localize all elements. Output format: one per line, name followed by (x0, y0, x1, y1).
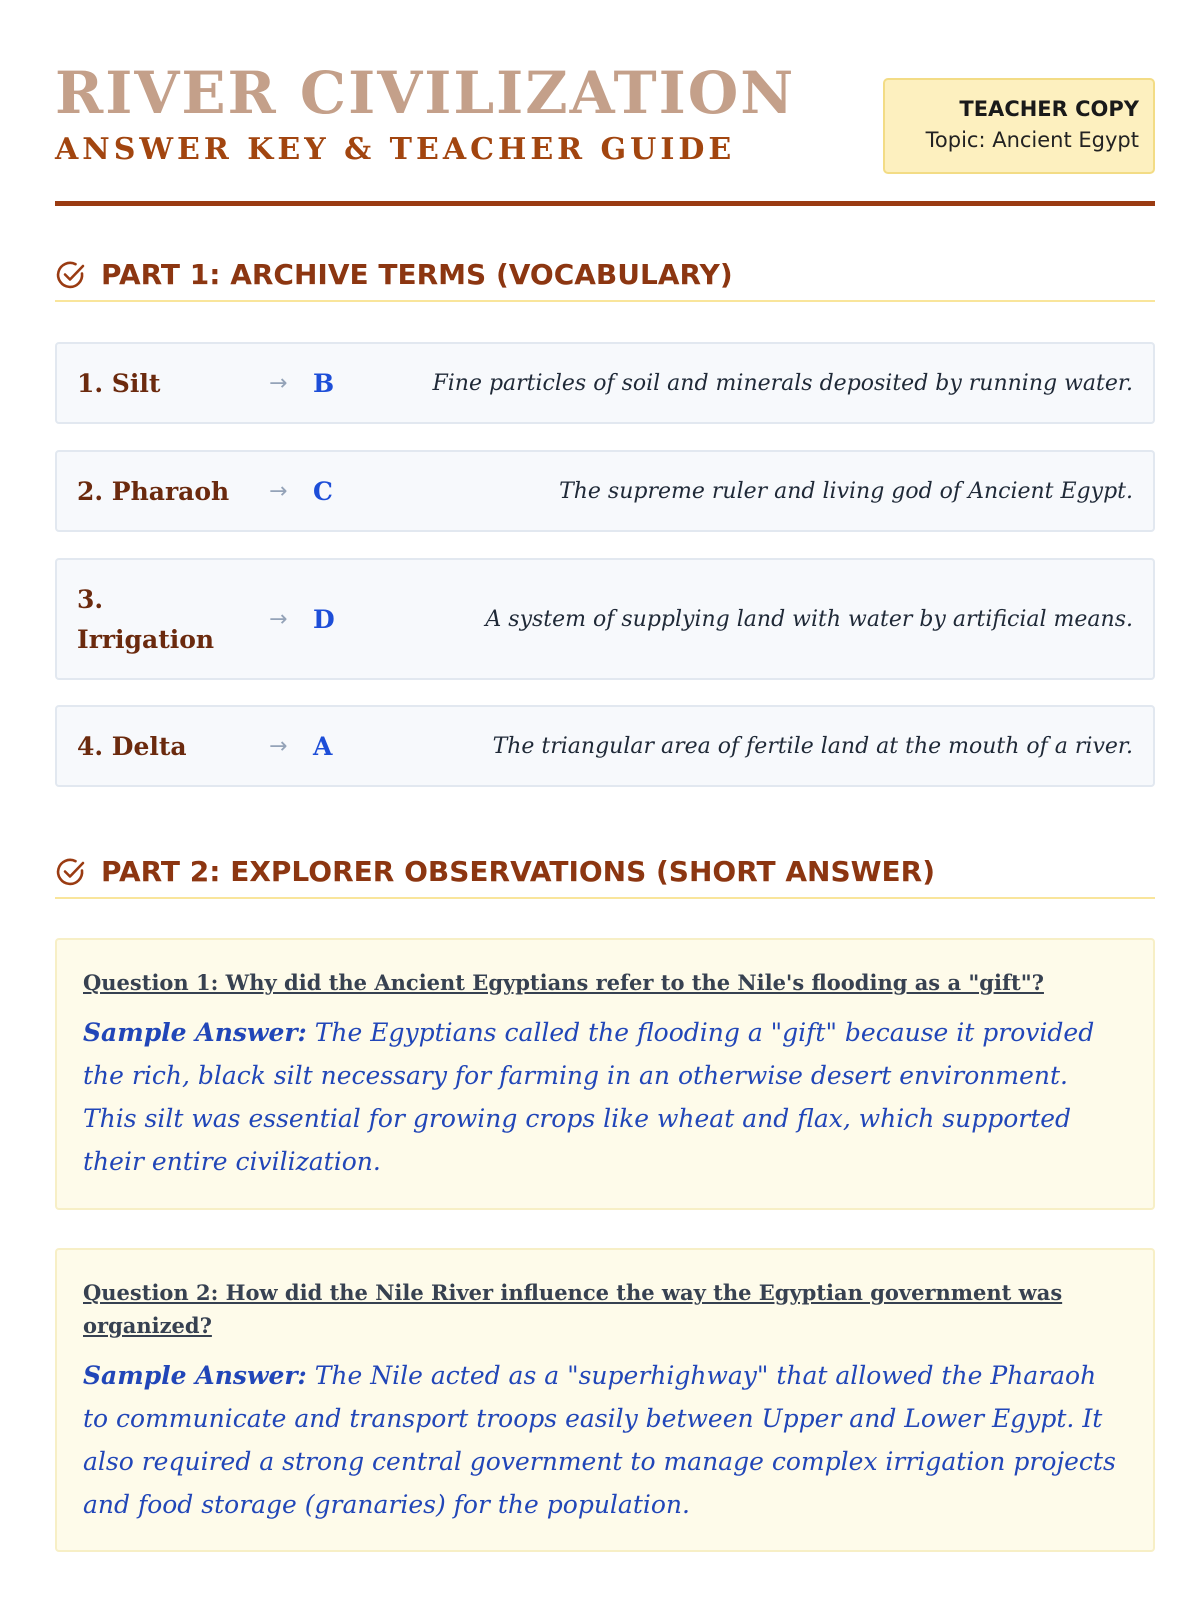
page-header (55, 58, 1155, 206)
vocab-answer-letter: C (313, 477, 333, 506)
answer-text: The Egyptians called the flooding a "gift" because it provided the rich, black silt necessary for farming in an otherwise desert environment. This silt was essential for growing crops like wheat and flax, which supported their entire civilization. (83, 1018, 1095, 1176)
answer-text: The Nile acted as a "superhighway" that allowed the Pharaoh to communicate and transport troops easily between Upper and Lower Egypt. It also required a strong central government to manage complex irrigation projects and food storage (granaries) for the population. (83, 1361, 1116, 1519)
vocab-answer-letter: A (313, 732, 333, 761)
check-circle-icon (55, 259, 87, 291)
part1-title: PART 1: ARCHIVE TERMS (VOCABULARY) (101, 258, 733, 291)
sample-answer (83, 1011, 1127, 1183)
vocab-term: 3. Irrigation (77, 585, 215, 654)
question-card (55, 938, 1155, 1210)
answer-key-page (55, 0, 1155, 1600)
vocab-row (55, 558, 1155, 680)
part2-title: PART 2: EXPLORER OBSERVATIONS (SHORT ANSWER) (101, 855, 935, 888)
vocab-row (55, 342, 1155, 424)
page-title: RIVER CIVILIZATION (55, 59, 796, 127)
answer-prefix: Sample Answer: (83, 1361, 307, 1390)
badge-label: TEACHER COPY (959, 97, 1139, 121)
vocab-definition: The triangular area of fertile land at the mouth of a river. (492, 734, 1133, 759)
vocab-answer-letter: B (313, 369, 335, 398)
vocab-definition: The supreme ruler and living god of Ancient Egypt. (559, 479, 1133, 504)
arrow-icon: → (269, 607, 288, 632)
vocab-answer-letter: D (313, 605, 335, 634)
arrow-icon: → (269, 479, 288, 504)
teacher-copy-badge (883, 78, 1155, 174)
arrow-icon: → (269, 734, 288, 759)
vocab-term: 2. Pharaoh (77, 477, 230, 506)
answer-prefix: Sample Answer: (83, 1018, 307, 1047)
question-text: Question 1: Why did the Ancient Egyptians refer to the Nile's flooding as a "gift"? (83, 970, 1044, 995)
sample-answer (83, 1354, 1127, 1526)
question-text: Question 2: How did the Nile River influence the way the Egyptian government was organized? (83, 1280, 1063, 1338)
page-subtitle: ANSWER KEY & TEACHER GUIDE (55, 132, 736, 167)
check-circle-icon (55, 856, 87, 888)
badge-topic: Topic: Ancient Egypt (925, 128, 1139, 152)
vocab-term: 4. Delta (77, 732, 187, 761)
vocab-row (55, 450, 1155, 532)
part1-heading (55, 256, 1155, 302)
part2-heading (55, 853, 1155, 899)
vocab-definition: A system of supplying land with water by artificial means. (485, 607, 1133, 632)
question-card (55, 1248, 1155, 1552)
vocab-row (55, 705, 1155, 787)
vocab-definition: Fine particles of soil and minerals deposited by running water. (432, 371, 1133, 396)
arrow-icon: → (269, 371, 288, 396)
vocab-term: 1. Silt (77, 369, 161, 398)
